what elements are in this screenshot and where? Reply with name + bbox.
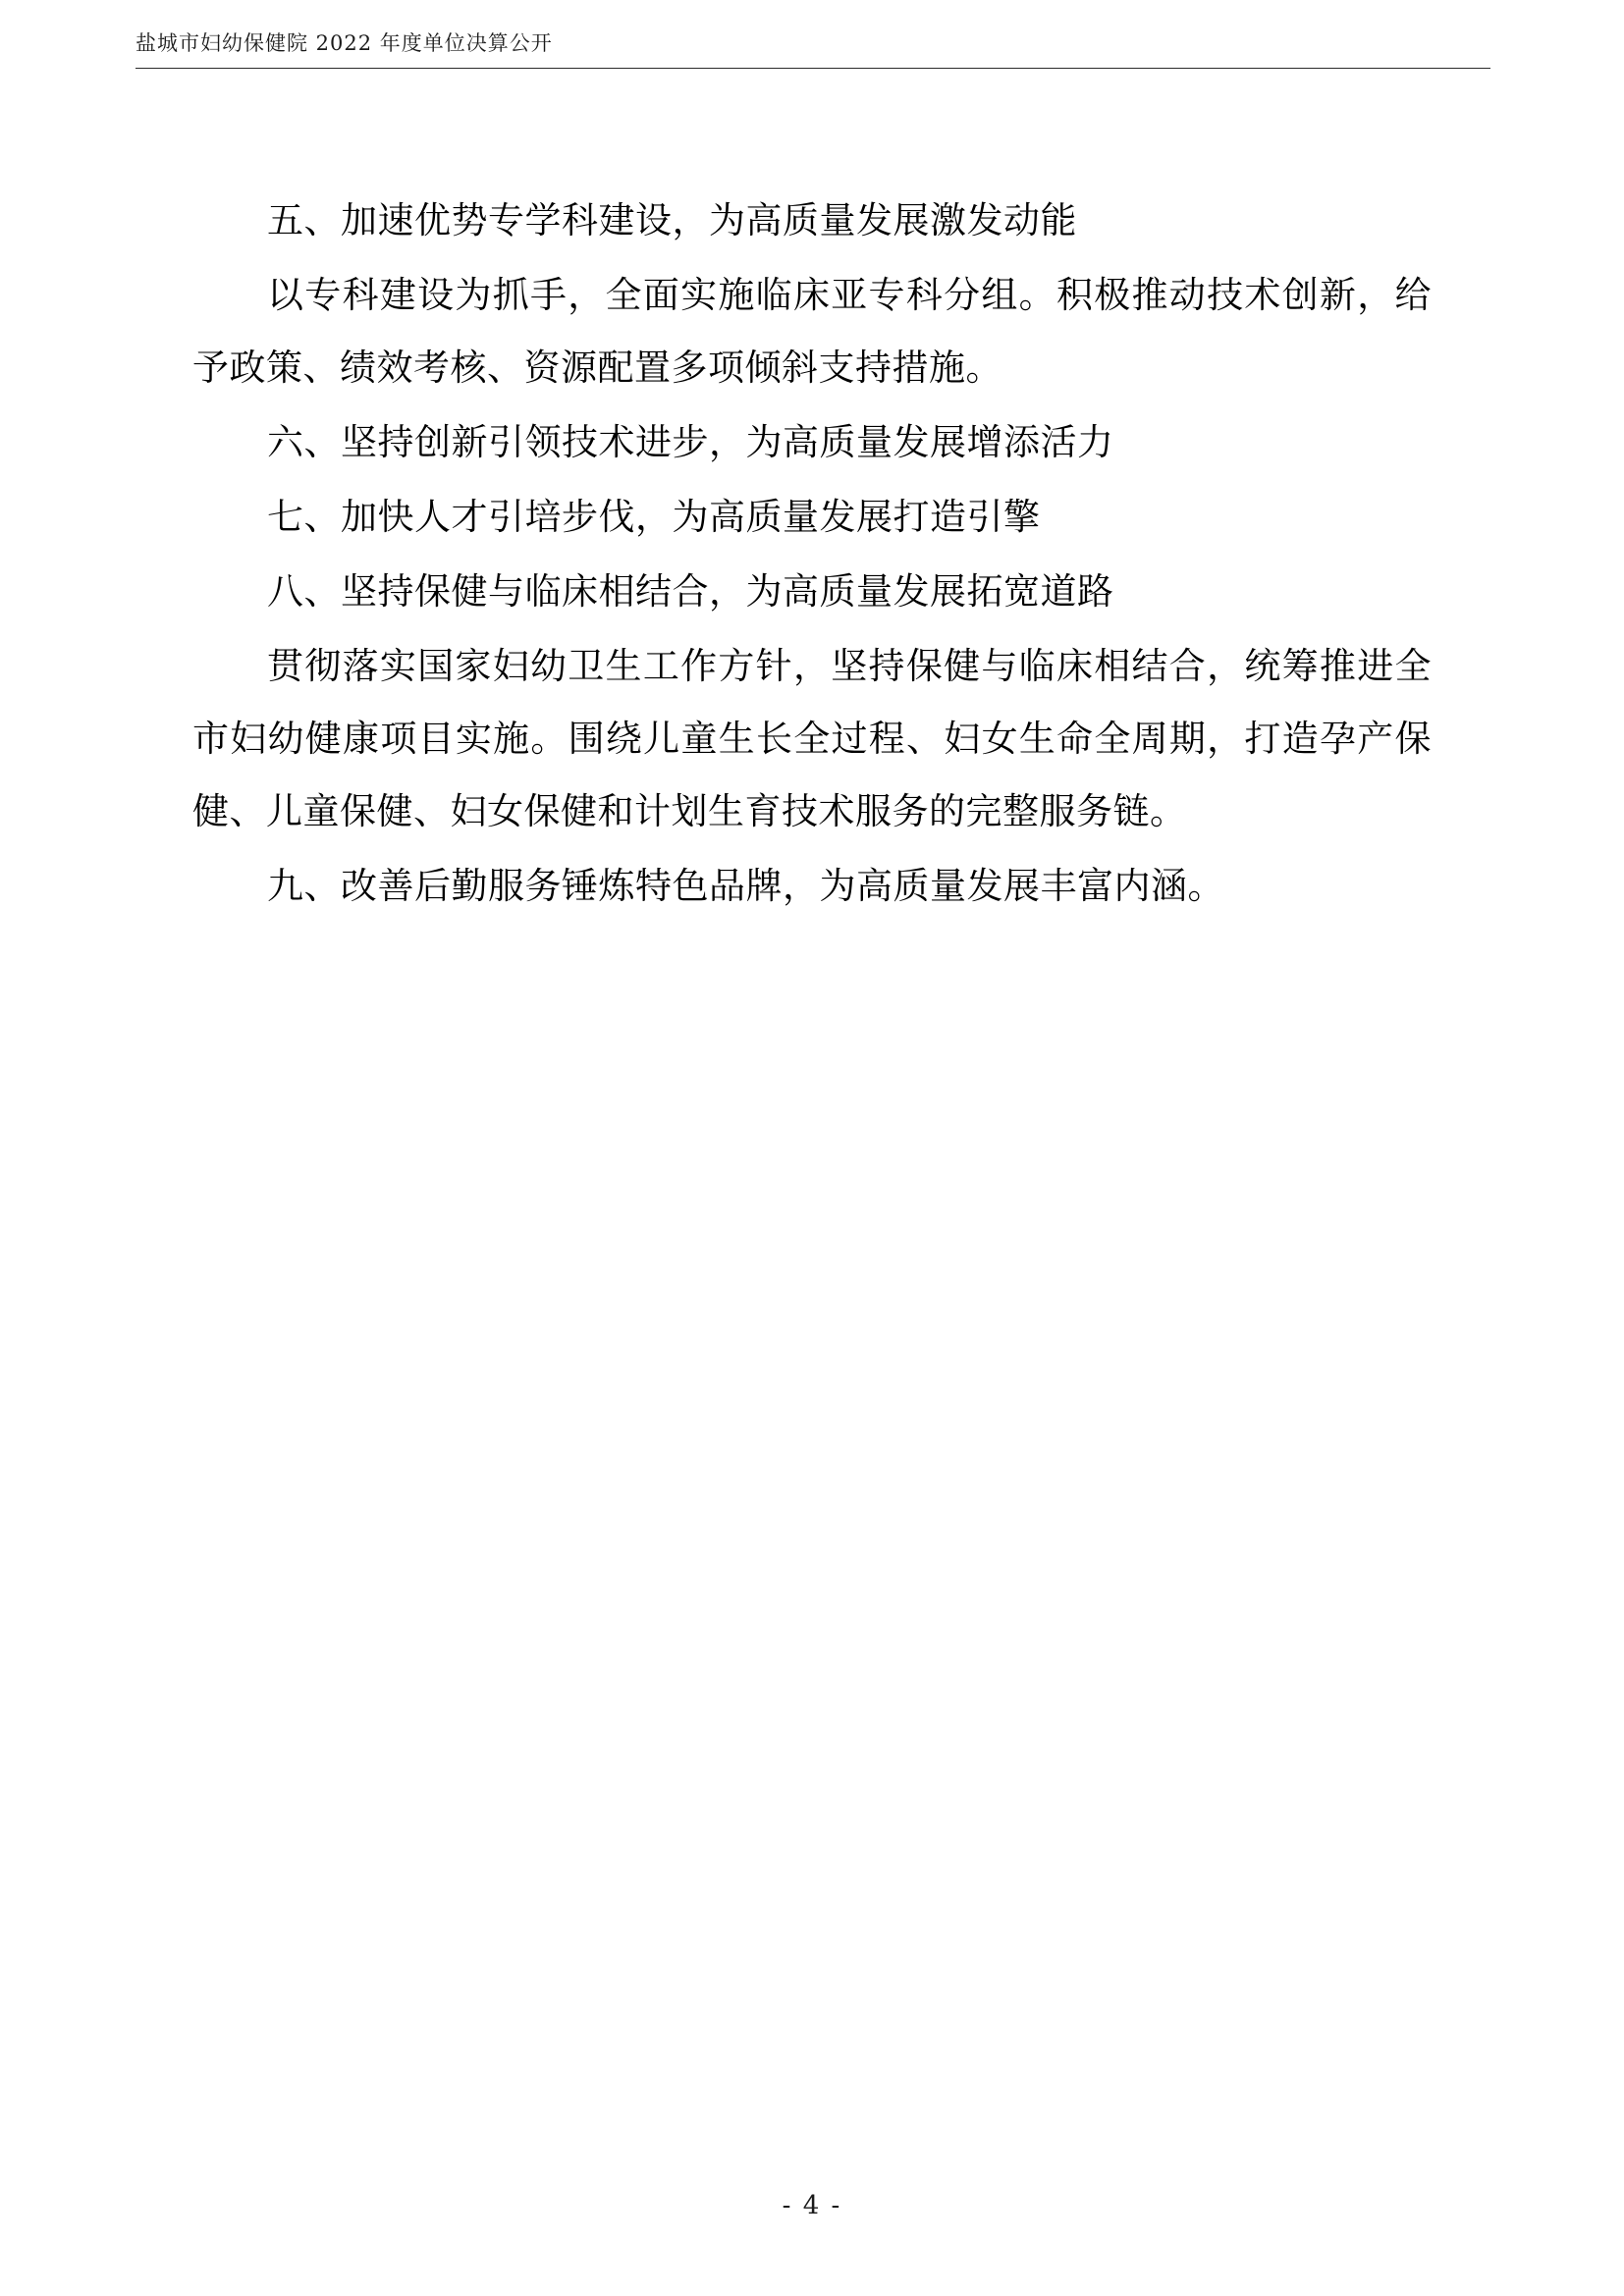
section-8-heading: 八、坚持保健与临床相结合，为高质量发展拓宽道路 bbox=[267, 570, 1114, 613]
section-8-body: 贯彻落实国家妇幼卫生工作方针，坚持保健与临床相结合，统筹推进全市妇幼健康项目实施。围绕儿童生长全过程、妇女生命全周期，打造孕产保健、儿童保健、妇女保健和计划生育技术服务的完整服务链。 bbox=[192, 645, 1432, 832]
page-header bbox=[135, 29, 1490, 69]
header-title: 盐城市妇幼保健院 2022 年度单位决算公开 bbox=[135, 31, 553, 55]
section-9-heading: 九、改善后勤服务锤炼特色品牌，为高质量发展丰富内涵。 bbox=[267, 865, 1224, 907]
page-number: - 4 - bbox=[782, 2191, 842, 2220]
section-6-heading: 六、坚持创新引领技术进步，为高质量发展增添活力 bbox=[267, 421, 1114, 463]
section-5-body: 以专科建设为抓手，全面实施临床亚专科分组。积极推动技术创新，给予政策、绩效考核、资源配置多项倾斜支持措施。 bbox=[192, 274, 1432, 389]
document-body bbox=[192, 185, 1432, 925]
section-7-heading: 七、加快人才引培步伐，为高质量发展打造引擎 bbox=[267, 496, 1041, 538]
page-footer bbox=[0, 2191, 1624, 2220]
header-divider bbox=[135, 68, 1490, 69]
section-5-heading: 五、加速优势专学科建设，为高质量发展激发动能 bbox=[267, 199, 1077, 241]
